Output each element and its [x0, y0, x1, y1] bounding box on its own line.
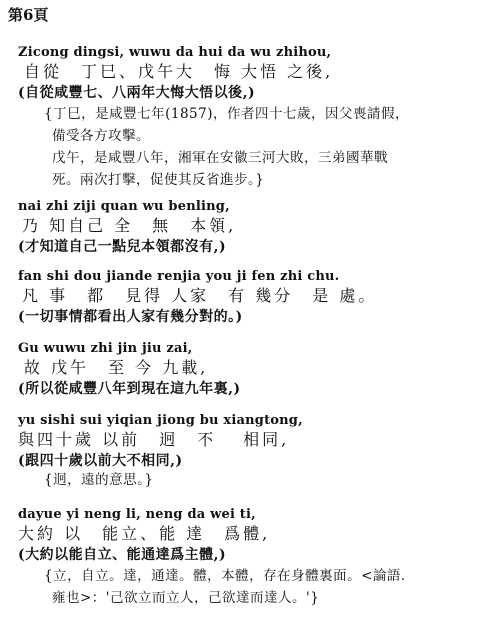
note-line: 雍也>：'己欲立而立人，己欲達而達人。'} [52, 590, 320, 606]
note-line: 戊午，是咸豐八年，湘軍在安徽三河大敗，三弟國華戰 [52, 150, 388, 166]
chinese-text-line: 與四十歲 以前 迥 不 相同, [18, 430, 290, 449]
note-line: {丁巳，是咸豐七年(1857)，作者四十七歲，因父喪請假， [44, 106, 409, 122]
romanization-line: Gu wuwu zhi jin jiu zai, [18, 341, 193, 356]
chinese-text-line: 故 戊午 至 今 九載, [24, 358, 209, 377]
chinese-text-line: 乃 知自己 全 無 本領, [22, 216, 237, 235]
romanization-line: fan shi dou jiande renjia you ji fen zhi chu. [18, 269, 340, 284]
romanization-line: nai zhi ziji quan wu benling, [18, 199, 230, 214]
note-line: 備受各方攻擊。 [52, 128, 150, 144]
romanization-line: yu sishi sui yiqian jiong bu xiangtong, [18, 413, 303, 428]
note-line: 死。兩次打擊，促使其反省進步。} [52, 172, 265, 188]
note-line: {迥，遠的意思。} [44, 472, 154, 488]
translation-line: (才知道自己一點兒本領都沒有,) [18, 239, 227, 255]
translation-line: (跟四十歲以前大不相同,) [18, 453, 183, 469]
translation-line: (自從咸豐七、八兩年大悔大悟以後,) [18, 85, 256, 101]
page-header: 第6頁 [8, 6, 49, 24]
translation-line: (大約以能自立、能通達爲主體,) [18, 547, 227, 563]
chinese-text-line: 大約 以 能立、能 達 爲體, [18, 524, 271, 543]
chinese-text-line: 凡 事 都 見得 人家 有 幾分 是 處。 [22, 286, 378, 305]
romanization-line: dayue yi neng li, neng da wei ti, [18, 507, 256, 522]
romanization-line: Zicong dingsi, wuwu da hui da wu zhihou, [18, 45, 332, 60]
note-line: {立，自立。達，通達。體，本體，存在身體裏面。<論語． [44, 568, 415, 584]
translation-line: (所以從咸豐八年到現在這九年裏,) [18, 381, 241, 397]
chinese-text-line: 自從 丁巳、戊午大 悔 大悟 之後, [24, 62, 334, 81]
translation-line: (一切事情都看出人家有幾分對的。) [18, 309, 243, 325]
